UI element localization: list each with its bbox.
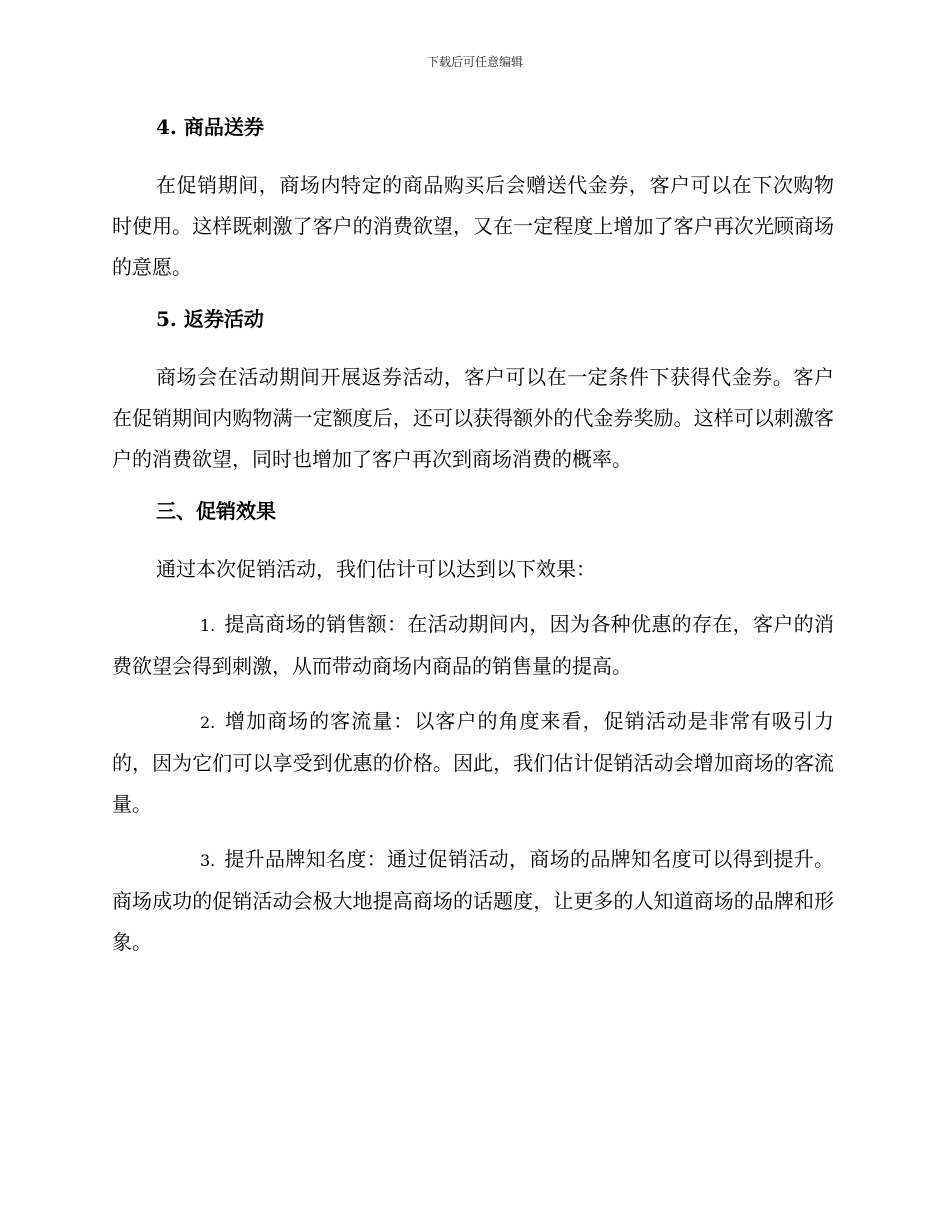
page-header: 下载后可任意编辑	[426, 55, 523, 69]
effects-intro-paragraph: 通过本次促销活动，我们估计可以达到以下效果：	[156, 557, 596, 581]
effect-list-item	[112, 604, 834, 687]
section-heading-coupon-return: 5. 返券活动	[156, 307, 264, 331]
section-heading-promotion-effects: 三、促销效果	[156, 499, 276, 523]
list-item-number: 1.	[200, 616, 216, 635]
list-item-text: 提高商场的销售额：在活动期间内，因为各种优惠的存在，客户的消费欲望会得到刺激，从而带动商场内商品的销售量的提高。	[112, 612, 834, 678]
list-item-number: 3.	[200, 851, 216, 870]
effect-list-item	[112, 701, 834, 825]
list-item-text: 提升品牌知名度：通过促销活动，商场的品牌知名度可以得到提升。商场成功的促销活动会极大地提高商场的话题度，让更多的人知道商场的品牌和形象。	[112, 847, 834, 954]
list-item-number: 2.	[200, 713, 216, 732]
document-body	[112, 110, 834, 963]
section-paragraph-coupon-return: 商场会在活动期间开展返券活动，客户可以在一定条件下获得代金券。客户在促销期间内购物满一定额度后，还可以获得额外的代金券奖励。这样可以刺激客户的消费欲望，同时也增加了客户再次到商场消费的概率。	[112, 365, 834, 471]
list-item-text: 增加商场的客流量：以客户的角度来看，促销活动是非常有吸引力的，因为它们可以享受到优惠的价格。因此，我们估计促销活动会增加商场的客流量。	[112, 709, 834, 816]
section-paragraph-product-coupon: 在促销期间，商场内特定的商品购买后会赠送代金券，客户可以在下次购物时使用。这样既刺激了客户的消费欲望，又在一定程度上增加了客户再次光顾商场的意愿。	[112, 173, 834, 279]
section-heading-product-coupon: 4. 商品送券	[156, 115, 264, 139]
effect-list-item	[112, 839, 834, 963]
